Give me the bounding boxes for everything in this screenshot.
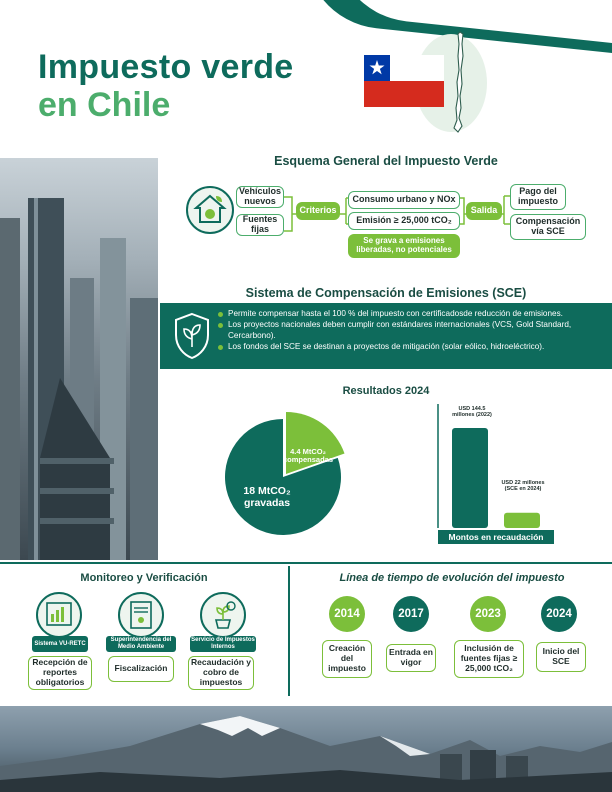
page-title-line2: en Chile	[38, 86, 171, 124]
bar-label-2022: USD 144.5 millones (2022)	[452, 406, 492, 419]
document-user-icon	[118, 592, 164, 638]
criterio-emision: Emisión ≥ 25,000 tCO₂	[348, 212, 460, 230]
vertical-divider	[288, 566, 290, 696]
salida-label: Salida	[466, 202, 502, 220]
timeline-year-2017: 2017	[393, 596, 429, 632]
bar-chart-xlabel: Montos en recaudación	[438, 530, 554, 544]
page-title-line1: Impuesto verde	[38, 48, 294, 86]
monitoreo-heading: Monitoreo y Verificación	[80, 572, 208, 584]
sce-heading: Sistema de Compensación de Emisiones (SCE)	[245, 286, 527, 300]
timeline-desc-2017: Entrada en vigor	[386, 644, 436, 672]
timeline-year-2023: 2023	[470, 596, 506, 632]
output-pago: Pago del impuesto	[510, 184, 566, 210]
timeline-year-2024: 2024	[541, 596, 577, 632]
sce-bullet: Permite compensar hasta el 100 % del impuesto con certificadosde reducción de emisiones.	[218, 309, 608, 319]
timeline-heading: Línea de tiempo de evolución del impuesto	[339, 572, 565, 584]
mountain-illustration	[0, 706, 612, 792]
bar-2022	[452, 428, 488, 528]
recaudacion-bar-chart	[436, 404, 556, 530]
sce-bullet: Los proyectos nacionales deben cumplir con estándares internacionales (VCS, Gold Standard, Cercarbono).	[218, 320, 608, 341]
city-buildings-illustration	[0, 158, 158, 560]
output-compensacion: Compensación vía SCE	[510, 214, 586, 240]
monitoreo-desc-vu-retc: Recepción de reportes obligatorios	[28, 656, 92, 690]
resultados-heading: Resultados 2024	[342, 385, 430, 397]
sce-bullet-list	[218, 309, 608, 353]
timeline-desc-2024: Inicio del SCE	[536, 642, 586, 672]
pie-label-gravadas: 18 MtCO₂ gravadas	[243, 485, 291, 509]
sce-bullet: Los fondos del SCE se destinan a proyectos de mitigación (solar eólico, hidroeléctrico).	[218, 342, 608, 352]
monitoreo-label-vu-retc: Sistema VU-RETC	[32, 636, 88, 652]
timeline-desc-2023: Inclusión de fuentes fijas ≥ 25,000 tCO₂	[454, 640, 524, 678]
timeline-year-2014: 2014	[329, 596, 365, 632]
chile-map-icon	[448, 30, 468, 134]
source-vehiculos: Vehículos nuevos	[236, 186, 284, 208]
money-plant-icon	[200, 592, 246, 638]
timeline-desc-2014: Creación del impuesto	[322, 640, 372, 678]
source-fuentes: Fuentes fijas	[236, 214, 284, 236]
pie-label-compensadas: 4.4 MtCO₂ compensadas	[282, 447, 334, 465]
chile-flag-icon	[364, 55, 444, 107]
criterios-label: Criterios	[296, 202, 340, 220]
monitoreo-label-sii: Servicio de Impuestos Internos	[191, 637, 255, 650]
criterio-consumo: Consumo urbano y NOx	[348, 191, 460, 209]
mountain-landscape-photo	[0, 706, 612, 792]
city-skyline-photo	[0, 158, 158, 560]
bar-label-2024: USD 22 millones (SCE en 2024)	[501, 480, 545, 493]
monitoreo-desc-sma: Fiscalización	[108, 656, 174, 682]
esquema-heading: Esquema General del Impuesto Verde	[274, 154, 498, 168]
esquema-note: Se grava a emisiones liberadas, no potenciales	[348, 234, 460, 258]
monitoreo-label-sma: Superintendencia del Medio Ambiente	[106, 636, 176, 652]
bar-2024	[504, 513, 540, 528]
shield-leaf-icon	[172, 311, 212, 361]
emissions-pie-chart	[218, 412, 348, 542]
report-chart-icon	[36, 592, 82, 638]
house-leaf-icon	[186, 186, 234, 234]
section-divider	[0, 562, 612, 564]
monitoreo-desc-sii: Recaudación y cobro de impuestos	[188, 656, 254, 690]
